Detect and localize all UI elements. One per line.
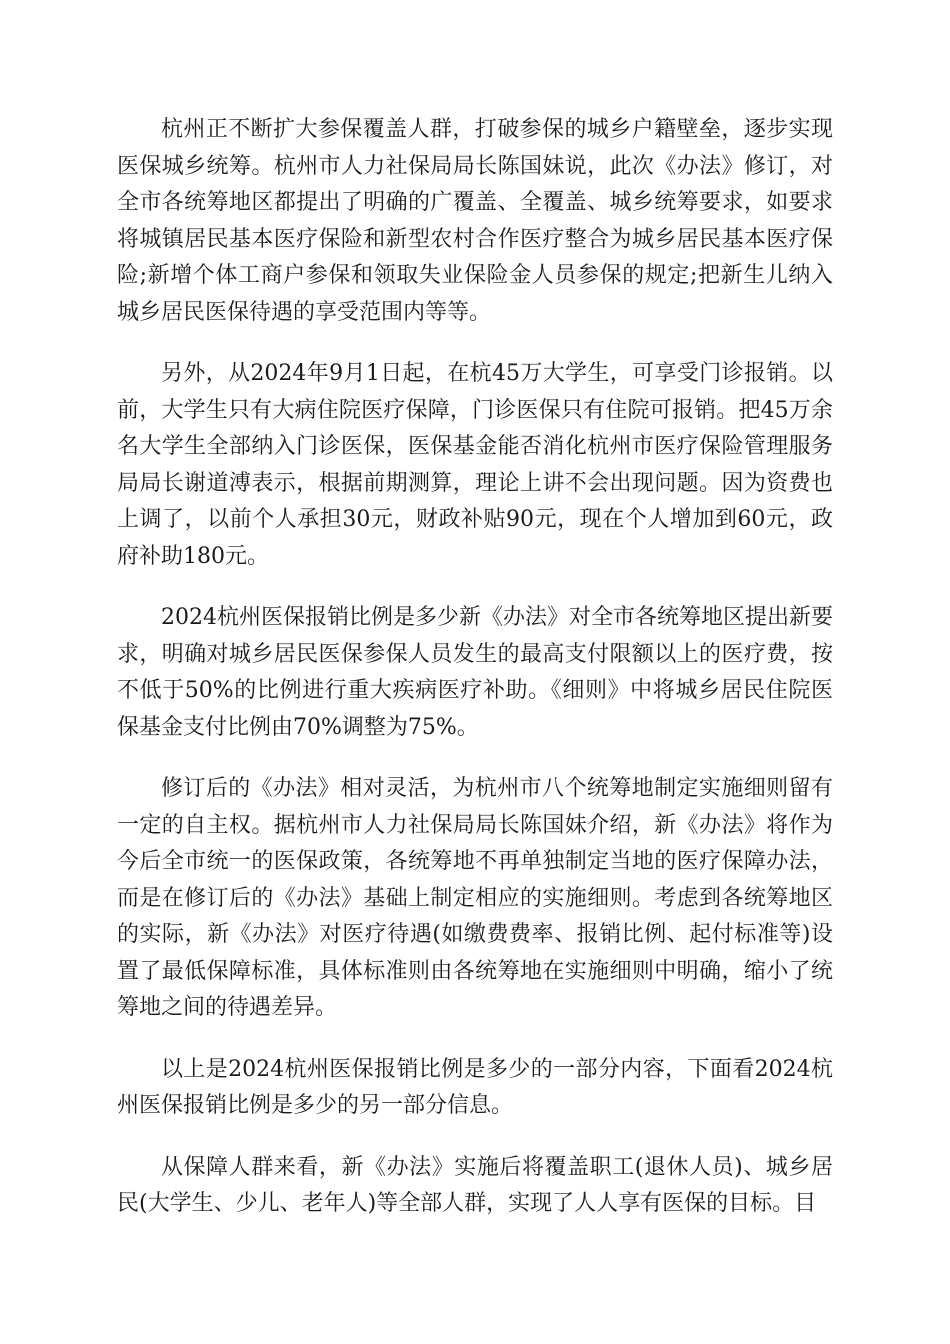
paragraph-2: 另外，从2024年9月1日起，在杭45万大学生，可享受门诊报销。以前，大学生只有大病住院医疗保障，门诊医保只有住院可报销。把45万余名大学生全部纳入门诊医保，医保基金能否消化杭州市医疗保险管理服务局局长谢道溥表示，根据前期测算，理论上讲不会出现问题。因为资费也上调了，以前个人承担30元，财政补贴90元，现在个人增加到60元，政府补助180元。 xyxy=(117,361,833,569)
paragraph-4: 修订后的《办法》相对灵活，为杭州市八个统筹地制定实施细则留有一定的自主权。据杭州市人力社保局局长陈国妹介绍，新《办法》将作为今后全市统一的医保政策，各统筹地不再单独制定当地的医疗保障办法，而是在修订后的《办法》基础上制定相应的实施细则。考虑到各统筹地区的实际，新《办法》对医疗待遇(如缴费费率、报销比例、起付标准等)设置了最低保障标准，具体标准则由各统筹地在实施细则中明确，缩小了统筹地之间的待遇差异。 xyxy=(117,776,833,1020)
document-page xyxy=(117,112,833,1248)
paragraph-5: 以上是2024杭州医保报销比例是多少的一部分内容，下面看2024杭州医保报销比例是多少的另一部分信息。 xyxy=(117,1056,833,1118)
paragraph-6: 从保障人群来看，新《办法》实施后将覆盖职工(退休人员)、城乡居民(大学生、少儿、老年人)等全部人群，实现了人人享有医保的目标。目 xyxy=(117,1154,833,1216)
paragraph-1: 杭州正不断扩大参保覆盖人群，打破参保的城乡户籍壁垒，逐步实现医保城乡统筹。杭州市人力社保局局长陈国妹说，此次《办法》修订，对全市各统筹地区都提出了明确的广覆盖、全覆盖、城乡统筹要求，如要求将城镇居民基本医疗保险和新型农村合作医疗整合为城乡居民基本医疗保险;新增个体工商户参保和领取失业保险金人员参保的规定;把新生儿纳入城乡居民医保待遇的享受范围内等等。 xyxy=(117,117,833,325)
paragraph-3: 2024杭州医保报销比例是多少新《办法》对全市各统筹地区提出新要求，明确对城乡居民医保参保人员发生的最高支付限额以上的医疗费，按不低于50%的比例进行重大疾病医疗补助。《细则》中将城乡居民住院医保基金支付比例由70%调整为75%。 xyxy=(117,605,833,740)
